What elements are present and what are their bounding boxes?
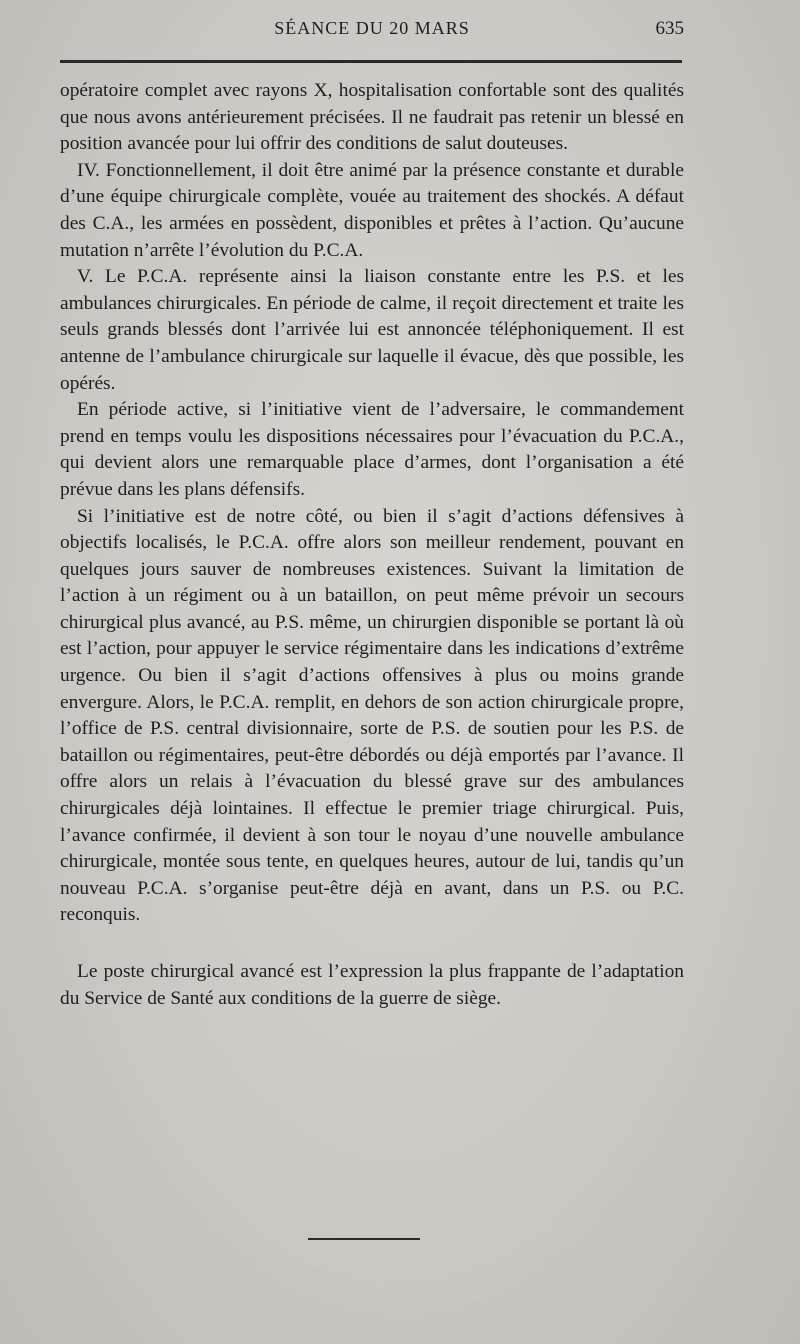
running-title: SÉANCE DU 20 MARS [274,18,470,38]
paragraph-iv: IV. Fonctionnellement, il doit être animé par la présence constante et durable d’une équipe chirurgicale complète, vouée au traitement des shockés. A défaut des C.A., les armées en possèdent, disponibles et prêtes à l’action. Qu’aucune mutation n’arrête l’évolution du P.C.A. [60,159,684,261]
paragraph-v: V. Le P.C.A. représente ainsi la liaison constante entre les P.S. et les ambulances chirurgicales. En période de calme, il reçoit directement et traite les seuls grands blessés dont l’arrivée lui est annoncée téléphoniquement. Il est antenne de l’ambulance chirurgicale sur laquelle il évacue, dès que possible, les opérés. [60,266,684,394]
closing-rule [308,1238,420,1240]
header-rule [60,60,682,63]
paragraph-active-period: En période active, si l’initiative vient de l’adversaire, le commandement prend en temps voulu les dispositions nécessaires pour l’évacuation du P.C.A., qui devient alors une remarquable place d’armes, dont l’organisation a été prévue dans les plans défensifs. [60,399,684,500]
running-head [60,18,684,44]
paragraph-conclusion: Le poste chirurgical avancé est l’expression la plus frappante de l’adaptation du Service de Santé aux conditions de la guerre de siège. [60,961,684,1009]
body-text [60,78,684,1012]
page-number: 635 [655,18,684,39]
paragraph-continuation: opératoire complet avec rayons X, hospitalisation confortable sont des qualités que nous avons antérieurement précisées. Il ne faudrait pas retenir un blessé en position avancée pour lui offrir des conditions de salut douteuses. [60,80,684,155]
paragraph-initiative: Si l’initiative est de notre côté, ou bien il s’agit d’actions défensives à objectifs localisés, le P.C.A. offre alors son meilleur rendement, pouvant en quelques jours sauver de nombreuses existences. Suivant la limitation de l’action à un régiment ou à un bataillon, on peut même prévoir un secours chirurgical plus avancé, au P.S. même, un chirurgien disponible se portant là où est l’action, pour appuyer le service régimentaire dans les indications d’extrême urgence. Ou bien il s’agit d’actions offensives à plus ou moins grande envergure. Alors, le P.C.A. remplit, en dehors de son action chirurgicale propre, l’office de P.S. central divisionnaire, sorte de P.S. de soutien pour les P.S. de bataillon ou régimentaires, peut-être débordés ou déjà emportés par l’avance. Il offre alors un relais à l’évacuation du blessé grave sur des ambulances chirurgicales déjà lointaines. Il effectue le premier triage chirurgical. Puis, l’avance confirmée, il devient à son tour le noyau d’une nouvelle ambulance chirurgicale, montée sous tente, en quelques heures, autour de lui, tandis qu’un nouveau P.C.A. s’organise peut-être déjà en avant, dans un P.S. ou P.C. reconquis. [60,505,684,926]
